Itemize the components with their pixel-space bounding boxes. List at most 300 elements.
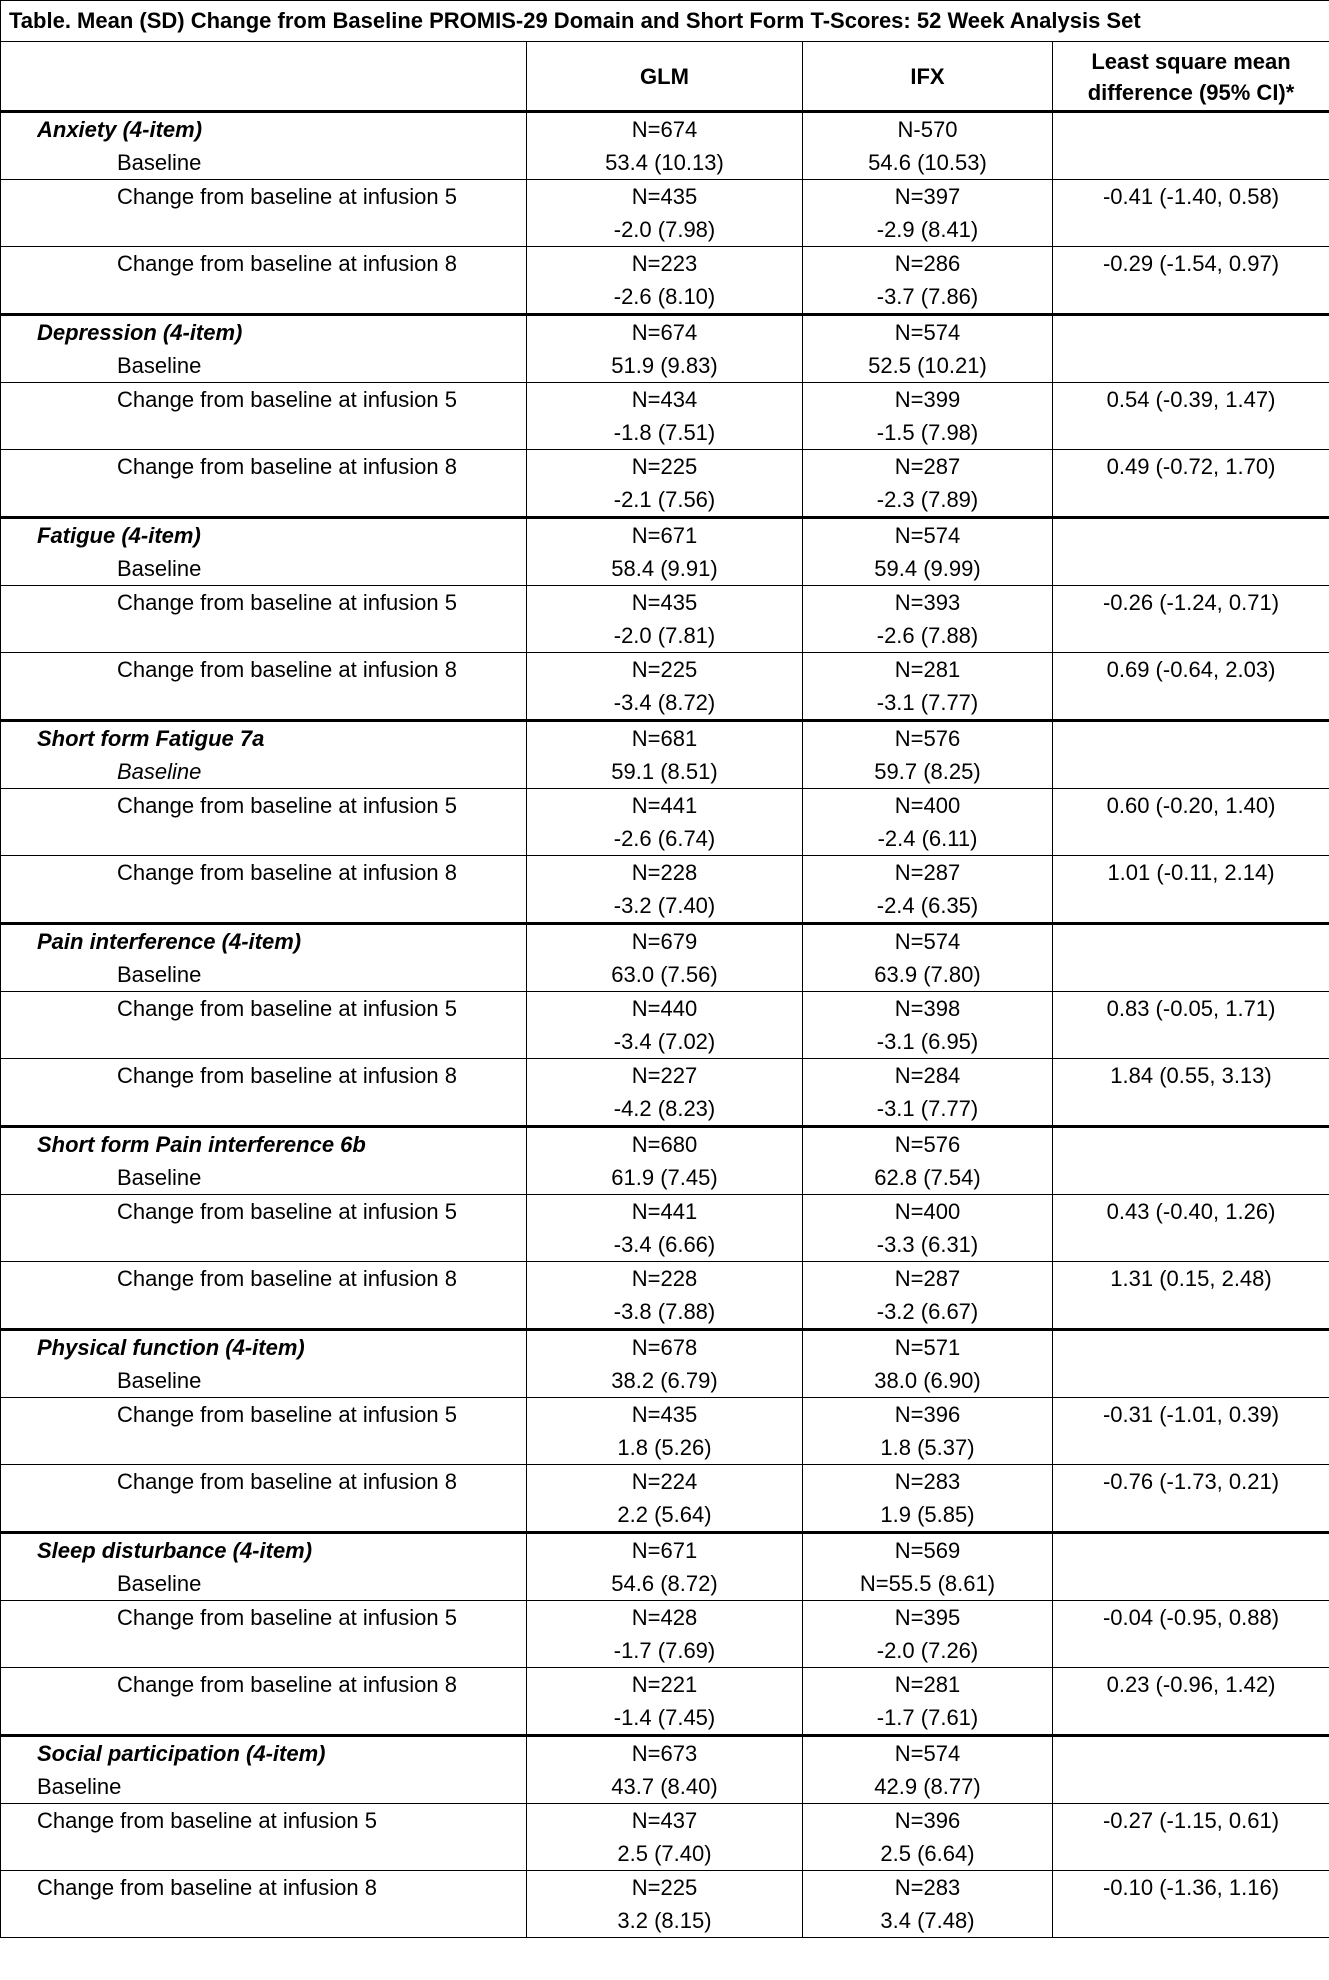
glm-change-value: -3.4 (7.02) [613, 1029, 716, 1054]
diff-change-cell [1053, 1465, 1329, 1533]
ifx-change-n: N=396 [894, 1402, 961, 1427]
diff-change-cell [1053, 247, 1329, 315]
change-label-cell [1, 586, 527, 653]
change-label-cell [1, 856, 527, 924]
glm-baseline-cell [527, 518, 803, 586]
glm-change-n: N=435 [631, 184, 698, 209]
ifx-change-cell [803, 1601, 1053, 1668]
ifx-baseline-cell [803, 1127, 1053, 1195]
ifx-baseline-n: N=574 [894, 929, 961, 954]
change-label: Change from baseline at infusion 8 [117, 1672, 457, 1697]
glm-baseline-cell [527, 924, 803, 992]
glm-change-n: N=435 [631, 590, 698, 615]
glm-change-cell [527, 1398, 803, 1465]
ifx-baseline-cell [803, 721, 1053, 789]
domain-label-cell [1, 112, 527, 180]
ifx-baseline-value: 59.7 (8.25) [874, 759, 981, 784]
change-label-cell [1, 789, 527, 856]
ifx-baseline-n: N=574 [894, 1741, 961, 1766]
glm-change-n: N=437 [631, 1808, 698, 1833]
change-row-inf5 [1, 180, 1329, 247]
glm-baseline-value: 58.4 (9.91) [611, 556, 718, 581]
change-row-inf5 [1, 586, 1329, 653]
glm-baseline-n: N=681 [631, 726, 698, 751]
change-row-inf8 [1, 653, 1329, 721]
change-row-inf8 [1, 1465, 1329, 1533]
domain-name: Short form Fatigue 7a [37, 726, 265, 751]
glm-change-value: -2.1 (7.56) [613, 487, 716, 512]
glm-change-cell [527, 450, 803, 518]
glm-change-cell [527, 586, 803, 653]
change-label-cell [1, 1601, 527, 1668]
change-label: Change from baseline at infusion 5 [117, 590, 457, 615]
lsm-difference: -0.41 (-1.40, 0.58) [1102, 184, 1280, 209]
lsm-difference: -0.27 (-1.15, 0.61) [1102, 1808, 1280, 1833]
change-row-inf8 [1, 1668, 1329, 1736]
lsm-difference: 1.84 (0.55, 3.13) [1110, 1063, 1272, 1088]
glm-change-value: 2.5 (7.40) [617, 1841, 712, 1866]
domain-label-cell [1, 315, 527, 383]
diff-baseline-cell [1053, 518, 1329, 586]
glm-change-n: N=228 [631, 860, 698, 885]
domain-label-cell [1, 1127, 527, 1195]
ifx-baseline-cell [803, 112, 1053, 180]
glm-change-cell [527, 247, 803, 315]
diff-baseline-cell [1053, 1330, 1329, 1398]
domain-baseline-row [1, 1127, 1329, 1195]
change-label-cell [1, 180, 527, 247]
domain-label-cell [1, 1736, 527, 1804]
diff-baseline-cell [1053, 315, 1329, 383]
diff-change-cell [1053, 1804, 1329, 1871]
glm-baseline-value: 53.4 (10.13) [605, 150, 724, 175]
glm-baseline-value: 43.7 (8.40) [611, 1774, 718, 1799]
baseline-label: Baseline [117, 1571, 202, 1596]
glm-change-value: -3.2 (7.40) [613, 893, 716, 918]
glm-change-cell [527, 856, 803, 924]
ifx-change-cell [803, 247, 1053, 315]
glm-baseline-n: N=679 [631, 929, 698, 954]
change-label: Change from baseline at infusion 8 [117, 1469, 457, 1494]
ifx-change-n: N=400 [894, 1199, 961, 1224]
lsm-difference: 0.54 (-0.39, 1.47) [1106, 387, 1276, 412]
baseline-label: Baseline [117, 759, 202, 784]
domain-baseline-row [1, 1736, 1329, 1804]
glm-change-value: -2.0 (7.81) [613, 623, 716, 648]
diff-change-cell [1053, 1668, 1329, 1736]
change-row-inf8 [1, 1871, 1329, 1938]
ifx-baseline-n: N=574 [894, 320, 961, 345]
domain-baseline-row [1, 721, 1329, 789]
ifx-change-n: N=283 [894, 1469, 961, 1494]
change-label: Change from baseline at infusion 5 [117, 1402, 457, 1427]
glm-change-cell [527, 992, 803, 1059]
change-row-inf5 [1, 383, 1329, 450]
change-label-cell [1, 1804, 527, 1871]
glm-baseline-cell [527, 721, 803, 789]
glm-change-value: 3.2 (8.15) [617, 1908, 712, 1933]
glm-baseline-value: 54.6 (8.72) [611, 1571, 718, 1596]
ifx-baseline-value: N=55.5 (8.61) [859, 1571, 996, 1596]
ifx-baseline-n: N-570 [897, 117, 958, 142]
glm-baseline-cell [527, 112, 803, 180]
change-label: Change from baseline at infusion 8 [117, 1266, 457, 1291]
glm-change-cell [527, 180, 803, 247]
change-label: Change from baseline at infusion 8 [117, 657, 457, 682]
domain-name: Sleep disturbance (4-item) [37, 1538, 313, 1563]
baseline-label: Baseline [117, 556, 202, 581]
change-label-cell [1, 1465, 527, 1533]
diff-baseline-cell [1053, 721, 1329, 789]
ifx-baseline-cell [803, 1330, 1053, 1398]
change-row-inf8 [1, 247, 1329, 315]
diff-change-cell [1053, 1601, 1329, 1668]
diff-baseline-cell [1053, 112, 1329, 180]
ifx-change-n: N=287 [894, 1266, 961, 1291]
glm-change-cell [527, 383, 803, 450]
domain-label-cell [1, 1330, 527, 1398]
ifx-baseline-value: 54.6 (10.53) [868, 150, 987, 175]
ifx-baseline-value: 42.9 (8.77) [874, 1774, 981, 1799]
domain-label-cell [1, 721, 527, 789]
ifx-change-cell [803, 1059, 1053, 1127]
glm-change-value: 1.8 (5.26) [617, 1435, 712, 1460]
glm-change-cell [527, 1668, 803, 1736]
domain-name: Social participation (4-item) [37, 1741, 326, 1766]
change-label: Change from baseline at infusion 5 [37, 1808, 377, 1833]
glm-change-n: N=428 [631, 1605, 698, 1630]
diff-change-cell [1053, 1262, 1329, 1330]
ifx-change-n: N=395 [894, 1605, 961, 1630]
ifx-change-n: N=400 [894, 793, 961, 818]
diff-change-cell [1053, 1871, 1329, 1938]
change-label: Change from baseline at infusion 5 [117, 1199, 457, 1224]
glm-baseline-value: 61.9 (7.45) [611, 1165, 718, 1190]
glm-change-cell [527, 1195, 803, 1262]
change-label-cell [1, 1195, 527, 1262]
ifx-change-n: N=281 [894, 1672, 961, 1697]
glm-baseline-n: N=680 [631, 1132, 698, 1157]
ifx-baseline-value: 62.8 (7.54) [874, 1165, 981, 1190]
ifx-change-value: 1.8 (5.37) [880, 1435, 975, 1460]
diff-change-cell [1053, 653, 1329, 721]
change-label-cell [1, 992, 527, 1059]
lsm-difference: 0.69 (-0.64, 2.03) [1106, 657, 1276, 682]
glm-change-value: -3.4 (8.72) [613, 690, 716, 715]
baseline-label: Baseline [117, 353, 202, 378]
glm-baseline-value: 63.0 (7.56) [611, 962, 718, 987]
ifx-baseline-n: N=576 [894, 1132, 961, 1157]
ifx-change-n: N=396 [894, 1808, 961, 1833]
ifx-change-value: -2.4 (6.35) [876, 893, 979, 918]
glm-baseline-value: 51.9 (9.83) [611, 353, 718, 378]
ifx-change-cell [803, 789, 1053, 856]
ifx-change-value: -3.7 (7.86) [876, 284, 979, 309]
glm-baseline-n: N=674 [631, 320, 698, 345]
ifx-change-n: N=283 [894, 1875, 961, 1900]
diff-baseline-cell [1053, 1533, 1329, 1601]
change-label: Change from baseline at infusion 5 [117, 1605, 457, 1630]
ifx-change-cell [803, 1465, 1053, 1533]
glm-baseline-cell [527, 1736, 803, 1804]
glm-change-n: N=225 [631, 657, 698, 682]
baseline-label: Baseline [117, 962, 202, 987]
lsm-difference: -0.04 (-0.95, 0.88) [1102, 1605, 1280, 1630]
domain-baseline-row [1, 315, 1329, 383]
change-label: Change from baseline at infusion 8 [117, 454, 457, 479]
glm-change-n: N=441 [631, 1199, 698, 1224]
glm-change-n: N=223 [631, 251, 698, 276]
ifx-baseline-cell [803, 1736, 1053, 1804]
lsm-difference: 0.43 (-0.40, 1.26) [1106, 1199, 1276, 1224]
glm-baseline-cell [527, 1330, 803, 1398]
change-label: Change from baseline at infusion 5 [117, 184, 457, 209]
glm-change-cell [527, 1262, 803, 1330]
ifx-change-value: -1.5 (7.98) [876, 420, 979, 445]
change-label: Change from baseline at infusion 8 [37, 1875, 377, 1900]
ifx-change-n: N=393 [894, 590, 961, 615]
glm-baseline-value: 59.1 (8.51) [611, 759, 718, 784]
domain-baseline-row [1, 924, 1329, 992]
glm-baseline-n: N=671 [631, 1538, 698, 1563]
diff-change-cell [1053, 180, 1329, 247]
change-label: Change from baseline at infusion 8 [117, 1063, 457, 1088]
change-label-cell [1, 1262, 527, 1330]
lsm-difference: -0.29 (-1.54, 0.97) [1102, 251, 1280, 276]
ifx-change-cell [803, 856, 1053, 924]
ifx-change-value: 3.4 (7.48) [880, 1908, 975, 1933]
glm-baseline-cell [527, 315, 803, 383]
domain-baseline-row [1, 112, 1329, 180]
ifx-change-value: -3.3 (6.31) [876, 1232, 979, 1257]
glm-change-n: N=228 [631, 1266, 698, 1291]
glm-change-cell [527, 1804, 803, 1871]
diff-baseline-cell [1053, 924, 1329, 992]
change-label: Change from baseline at infusion 8 [117, 860, 457, 885]
glm-baseline-cell [527, 1533, 803, 1601]
glm-baseline-n: N=678 [631, 1335, 698, 1360]
change-label: Change from baseline at infusion 5 [117, 996, 457, 1021]
header-diff [1053, 42, 1329, 112]
lsm-difference: 0.60 (-0.20, 1.40) [1106, 793, 1276, 818]
ifx-change-cell [803, 180, 1053, 247]
ifx-baseline-n: N=571 [894, 1335, 961, 1360]
glm-baseline-n: N=674 [631, 117, 698, 142]
change-row-inf5 [1, 789, 1329, 856]
diff-change-cell [1053, 1195, 1329, 1262]
ifx-change-n: N=284 [894, 1063, 961, 1088]
glm-change-value: 2.2 (5.64) [617, 1502, 712, 1527]
baseline-label: Baseline [117, 150, 202, 175]
glm-change-cell [527, 653, 803, 721]
domain-name: Physical function (4-item) [37, 1335, 305, 1360]
glm-baseline-cell [527, 1127, 803, 1195]
change-label-cell [1, 450, 527, 518]
lsm-difference: 1.01 (-0.11, 2.14) [1107, 860, 1275, 885]
glm-change-n: N=441 [631, 793, 698, 818]
change-label-cell [1, 247, 527, 315]
ifx-baseline-value: 63.9 (7.80) [874, 962, 981, 987]
glm-change-value: -1.4 (7.45) [613, 1705, 716, 1730]
change-label-cell [1, 1059, 527, 1127]
change-row-inf5 [1, 1195, 1329, 1262]
diff-change-cell [1053, 383, 1329, 450]
glm-change-n: N=225 [631, 454, 698, 479]
ifx-change-value: -2.6 (7.88) [876, 623, 979, 648]
ifx-change-value: -3.2 (6.67) [876, 1299, 979, 1324]
change-row-inf8 [1, 450, 1329, 518]
domain-baseline-row [1, 1330, 1329, 1398]
domain-label-cell [1, 518, 527, 586]
change-label: Change from baseline at infusion 8 [117, 251, 457, 276]
change-row-inf8 [1, 1262, 1329, 1330]
change-label: Change from baseline at infusion 5 [117, 387, 457, 412]
ifx-change-cell [803, 1195, 1053, 1262]
glm-change-n: N=435 [631, 1402, 698, 1427]
ifx-baseline-value: 52.5 (10.21) [868, 353, 987, 378]
change-row-inf8 [1, 1059, 1329, 1127]
glm-baseline-n: N=673 [631, 1741, 698, 1766]
glm-change-cell [527, 789, 803, 856]
diff-change-cell [1053, 992, 1329, 1059]
diff-change-cell [1053, 1059, 1329, 1127]
ifx-baseline-cell [803, 518, 1053, 586]
diff-baseline-cell [1053, 1736, 1329, 1804]
ifx-baseline-value: 59.4 (9.99) [874, 556, 981, 581]
glm-change-value: -4.2 (8.23) [613, 1096, 716, 1121]
glm-change-value: -1.7 (7.69) [613, 1638, 716, 1663]
diff-change-cell [1053, 450, 1329, 518]
baseline-label: Baseline [37, 1774, 122, 1799]
domain-baseline-row [1, 518, 1329, 586]
ifx-change-n: N=398 [894, 996, 961, 1021]
glm-baseline-n: N=671 [631, 523, 698, 548]
domain-baseline-row [1, 1533, 1329, 1601]
ifx-change-cell [803, 1262, 1053, 1330]
ifx-baseline-value: 38.0 (6.90) [874, 1368, 981, 1393]
ifx-change-value: 2.5 (6.64) [880, 1841, 975, 1866]
glm-change-value: -2.6 (8.10) [613, 284, 716, 309]
header-diff-line1: Least square mean [1091, 49, 1291, 74]
domain-name: Fatigue (4-item) [37, 523, 201, 548]
ifx-change-n: N=287 [894, 860, 961, 885]
ifx-baseline-cell [803, 1533, 1053, 1601]
domain-name: Short form Pain interference 6b [37, 1132, 366, 1157]
change-label-cell [1, 1871, 527, 1938]
lsm-difference: -0.31 (-1.01, 0.39) [1102, 1402, 1280, 1427]
table-title: Table. Mean (SD) Change from Baseline PROMIS-29 Domain and Short Form T-Scores: 52 Week Analysis Set [1, 1, 1329, 42]
glm-change-n: N=440 [631, 996, 698, 1021]
glm-change-cell [527, 1871, 803, 1938]
header-ifx: IFX [803, 42, 1053, 112]
glm-change-n: N=224 [631, 1469, 698, 1494]
ifx-change-value: 1.9 (5.85) [880, 1502, 975, 1527]
change-row-inf5 [1, 1601, 1329, 1668]
domain-label-cell [1, 1533, 527, 1601]
ifx-change-n: N=399 [894, 387, 961, 412]
ifx-change-value: -2.4 (6.11) [877, 826, 978, 851]
header-row [1, 42, 1329, 112]
glm-baseline-value: 38.2 (6.79) [611, 1368, 718, 1393]
diff-change-cell [1053, 789, 1329, 856]
lsm-difference: 0.23 (-0.96, 1.42) [1106, 1672, 1276, 1697]
change-row-inf8 [1, 856, 1329, 924]
glm-change-value: -2.0 (7.98) [613, 217, 716, 242]
diff-change-cell [1053, 856, 1329, 924]
glm-change-value: -3.4 (6.66) [613, 1232, 716, 1257]
glm-change-cell [527, 1059, 803, 1127]
domain-label-cell [1, 924, 527, 992]
ifx-baseline-cell [803, 315, 1053, 383]
ifx-baseline-n: N=569 [894, 1538, 961, 1563]
ifx-change-n: N=397 [894, 184, 961, 209]
diff-change-cell [1053, 1398, 1329, 1465]
glm-change-n: N=227 [631, 1063, 698, 1088]
diff-baseline-cell [1053, 1127, 1329, 1195]
ifx-change-value: -2.3 (7.89) [876, 487, 979, 512]
change-row-inf5 [1, 1398, 1329, 1465]
glm-change-n: N=434 [631, 387, 698, 412]
glm-change-cell [527, 1465, 803, 1533]
change-label: Change from baseline at infusion 5 [117, 793, 457, 818]
glm-change-value: -3.8 (7.88) [613, 1299, 716, 1324]
header-blank [1, 42, 527, 112]
ifx-change-n: N=281 [894, 657, 961, 682]
lsm-difference: -0.26 (-1.24, 0.71) [1102, 590, 1280, 615]
ifx-change-cell [803, 383, 1053, 450]
ifx-change-cell [803, 653, 1053, 721]
glm-change-value: -2.6 (6.74) [613, 826, 716, 851]
domain-name: Anxiety (4-item) [37, 117, 203, 142]
change-label-cell [1, 1668, 527, 1736]
ifx-change-value: -3.1 (6.95) [876, 1029, 979, 1054]
change-label-cell [1, 653, 527, 721]
lsm-difference: 0.49 (-0.72, 1.70) [1106, 454, 1276, 479]
ifx-change-cell [803, 586, 1053, 653]
ifx-change-n: N=287 [894, 454, 961, 479]
ifx-baseline-cell [803, 924, 1053, 992]
glm-change-n: N=225 [631, 1875, 698, 1900]
header-diff-line2: difference (95% CI)* [1087, 80, 1295, 105]
domain-name: Depression (4-item) [37, 320, 243, 345]
ifx-change-cell [803, 1871, 1053, 1938]
baseline-label: Baseline [117, 1165, 202, 1190]
ifx-change-n: N=286 [894, 251, 961, 276]
change-row-inf5 [1, 992, 1329, 1059]
glm-change-n: N=221 [631, 1672, 698, 1697]
ifx-change-value: -3.1 (7.77) [876, 690, 979, 715]
lsm-difference: -0.76 (-1.73, 0.21) [1102, 1469, 1280, 1494]
ifx-change-value: -1.7 (7.61) [876, 1705, 979, 1730]
lsm-difference: 1.31 (0.15, 2.48) [1110, 1266, 1272, 1291]
lsm-difference: -0.10 (-1.36, 1.16) [1102, 1875, 1280, 1900]
lsm-difference: 0.83 (-0.05, 1.71) [1106, 996, 1276, 1021]
ifx-change-cell [803, 450, 1053, 518]
baseline-label: Baseline [117, 1368, 202, 1393]
change-label-cell [1, 383, 527, 450]
ifx-change-value: -2.0 (7.26) [876, 1638, 979, 1663]
ifx-baseline-n: N=576 [894, 726, 961, 751]
ifx-change-cell [803, 992, 1053, 1059]
glm-change-cell [527, 1601, 803, 1668]
ifx-change-cell [803, 1398, 1053, 1465]
change-label-cell [1, 1398, 527, 1465]
ifx-change-value: -3.1 (7.77) [876, 1096, 979, 1121]
glm-change-value: -1.8 (7.51) [613, 420, 716, 445]
ifx-change-cell [803, 1668, 1053, 1736]
change-row-inf5 [1, 1804, 1329, 1871]
title-row [1, 1, 1329, 42]
